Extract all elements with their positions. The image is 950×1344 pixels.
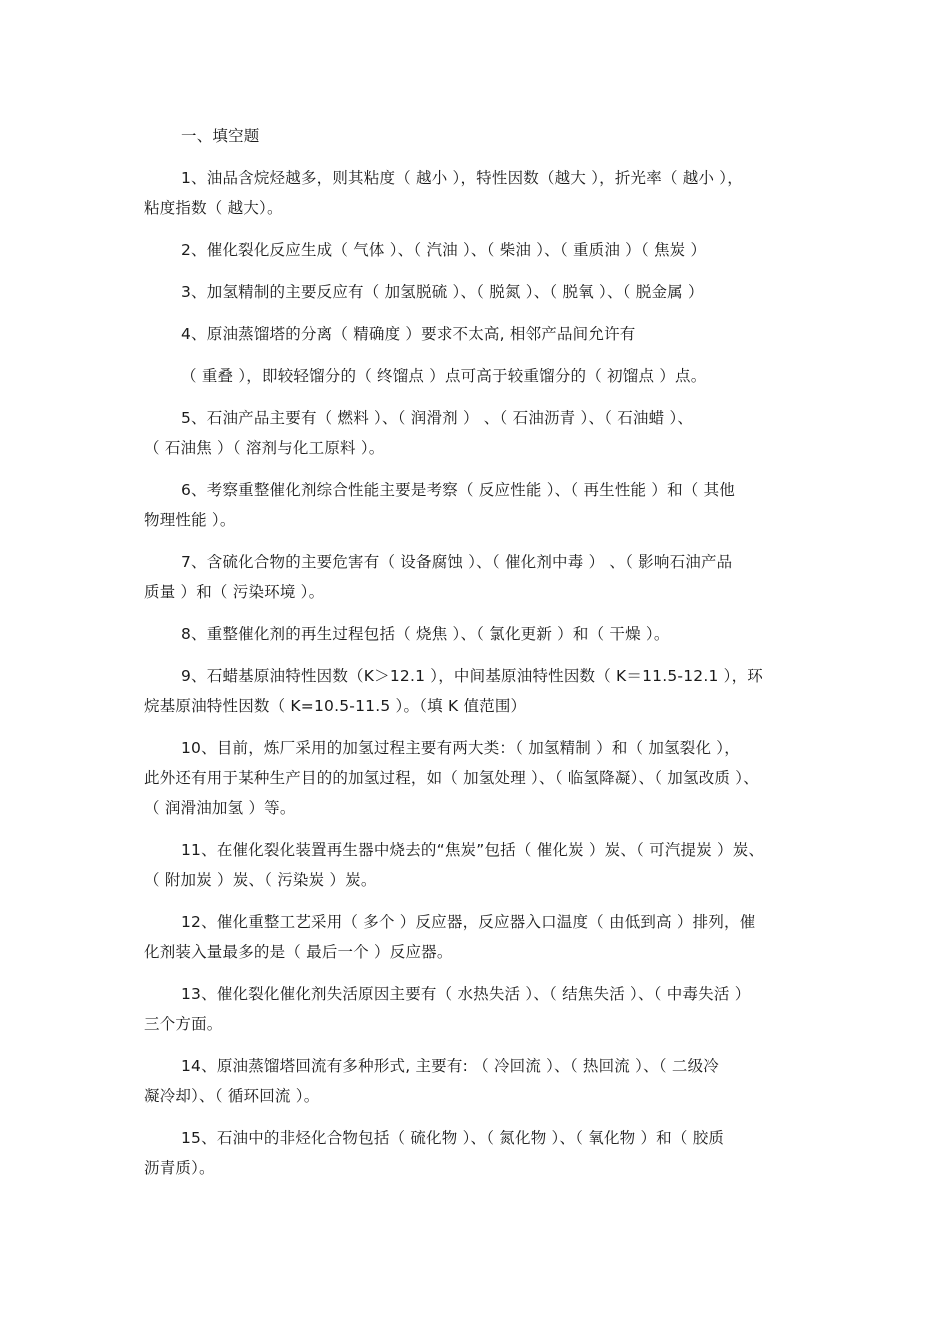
question-1-line-1: 1、油品含烷烃越多，则其粘度（ 越小 ），特性因数（越大 ），折光率（ 越小 ），: [181, 169, 743, 187]
question-13-line-2: 三个方面。: [144, 1015, 223, 1033]
question-12-line-1: 12、催化重整工艺采用（ 多个 ）反应器，反应器入口温度（ 由低到高 ）排列，催: [181, 913, 756, 931]
question-7-line-2: 质量 ）和（ 污染环境 ）。: [144, 583, 325, 601]
question-10-line-1: 10、目前，炼厂采用的加氢过程主要有两大类：（ 加氢精制 ）和（ 加氢裂化 ），: [181, 739, 740, 757]
question-15-line-2: 沥青质）。: [144, 1159, 215, 1177]
question-13-line-1: 13、催化裂化催化剂失活原因主要有（ 水热失活 ）、（ 结焦失活 ）、（ 中毒失活 ）: [181, 985, 751, 1003]
question-12-line-2: 化剂装入量最多的是（ 最后一个 ）反应器。: [144, 943, 453, 961]
question-11-line-1: 11、在催化裂化装置再生器中烧去的“焦炭”包括（ 催化炭 ）炭、（ 可汽提炭 ）炭、: [181, 841, 765, 859]
question-9-line-2: 烷基原油特性因数（ K=10.5-11.5 ）。（填 K 值范围）: [144, 697, 527, 715]
question-6-line-2: 物理性能 ）。: [144, 511, 236, 529]
question-8-line-1: 8、重整催化剂的再生过程包括（ 烧焦 ）、（ 氯化更新 ）和（ 干燥 ）。: [181, 625, 670, 643]
question-9-line-1: 9、石蜡基原油特性因数（K＞12.1 ），中间基原油特性因数（ K＝11.5-12.1 ），环: [181, 667, 764, 685]
question-3-line-1: 3、加氢精制的主要反应有（ 加氢脱硫 ）、（ 脱氮 ）、（ 脱氧 ）、（ 脱金属 ）: [181, 283, 704, 301]
section-title: 一、填空题: [181, 127, 260, 145]
question-7-line-1: 7、含硫化合物的主要危害有（ 设备腐蚀 ）、（ 催化剂中毒 ） 、（ 影响石油产品: [181, 553, 733, 571]
question-14-line-2: 凝冷却）、（ 循环回流 ）。: [144, 1087, 320, 1105]
question-1-line-2: 粘度指数（ 越大）。: [144, 199, 283, 217]
question-10-line-3: （ 润滑油加氢 ）等。: [144, 799, 296, 817]
question-5-line-2: （ 石油焦 ）（ 溶剂与化工原料 ）。: [144, 439, 385, 457]
question-2-line-1: 2、催化裂化反应生成（ 气体 ）、（ 汽油 ）、（ 柴油 ）、（ 重质油 ）（ 焦炭 ）: [181, 241, 707, 259]
question-14-line-1: 14、原油蒸馏塔回流有多种形式, 主要有: （ 冷回流 ）、（ 热回流 ）、（ 二级冷: [181, 1057, 719, 1075]
question-10-line-2: 此外还有用于某种生产目的的加氢过程，如（ 加氢处理 ）、（ 临氢降凝）、（ 加氢改质 ）、: [144, 769, 759, 787]
question-15-line-1: 15、石油中的非烃化合物包括（ 硫化物 ）、（ 氮化物 ）、（ 氧化物 ）和（ 胶质: [181, 1129, 725, 1147]
question-5-line-1: 5、石油产品主要有（ 燃料 ）、（ 润滑剂 ） 、（ 石油沥青 ）、（ 石油蜡 ）、: [181, 409, 694, 427]
question-4-line-1: 4、原油蒸馏塔的分离（ 精确度 ）要求不太高, 相邻产品间允许有: [181, 325, 636, 343]
question-6-line-1: 6、考察重整催化剂综合性能主要是考察（ 反应性能 ）、（ 再生性能 ）和（ 其他: [181, 481, 735, 499]
question-4-line-2: （ 重叠 ），即较轻馏分的（ 终馏点 ）点可高于较重馏分的（ 初馏点 ）点。: [181, 367, 707, 385]
question-11-line-2: （ 附加炭 ）炭、（ 污染炭 ）炭。: [144, 871, 377, 889]
